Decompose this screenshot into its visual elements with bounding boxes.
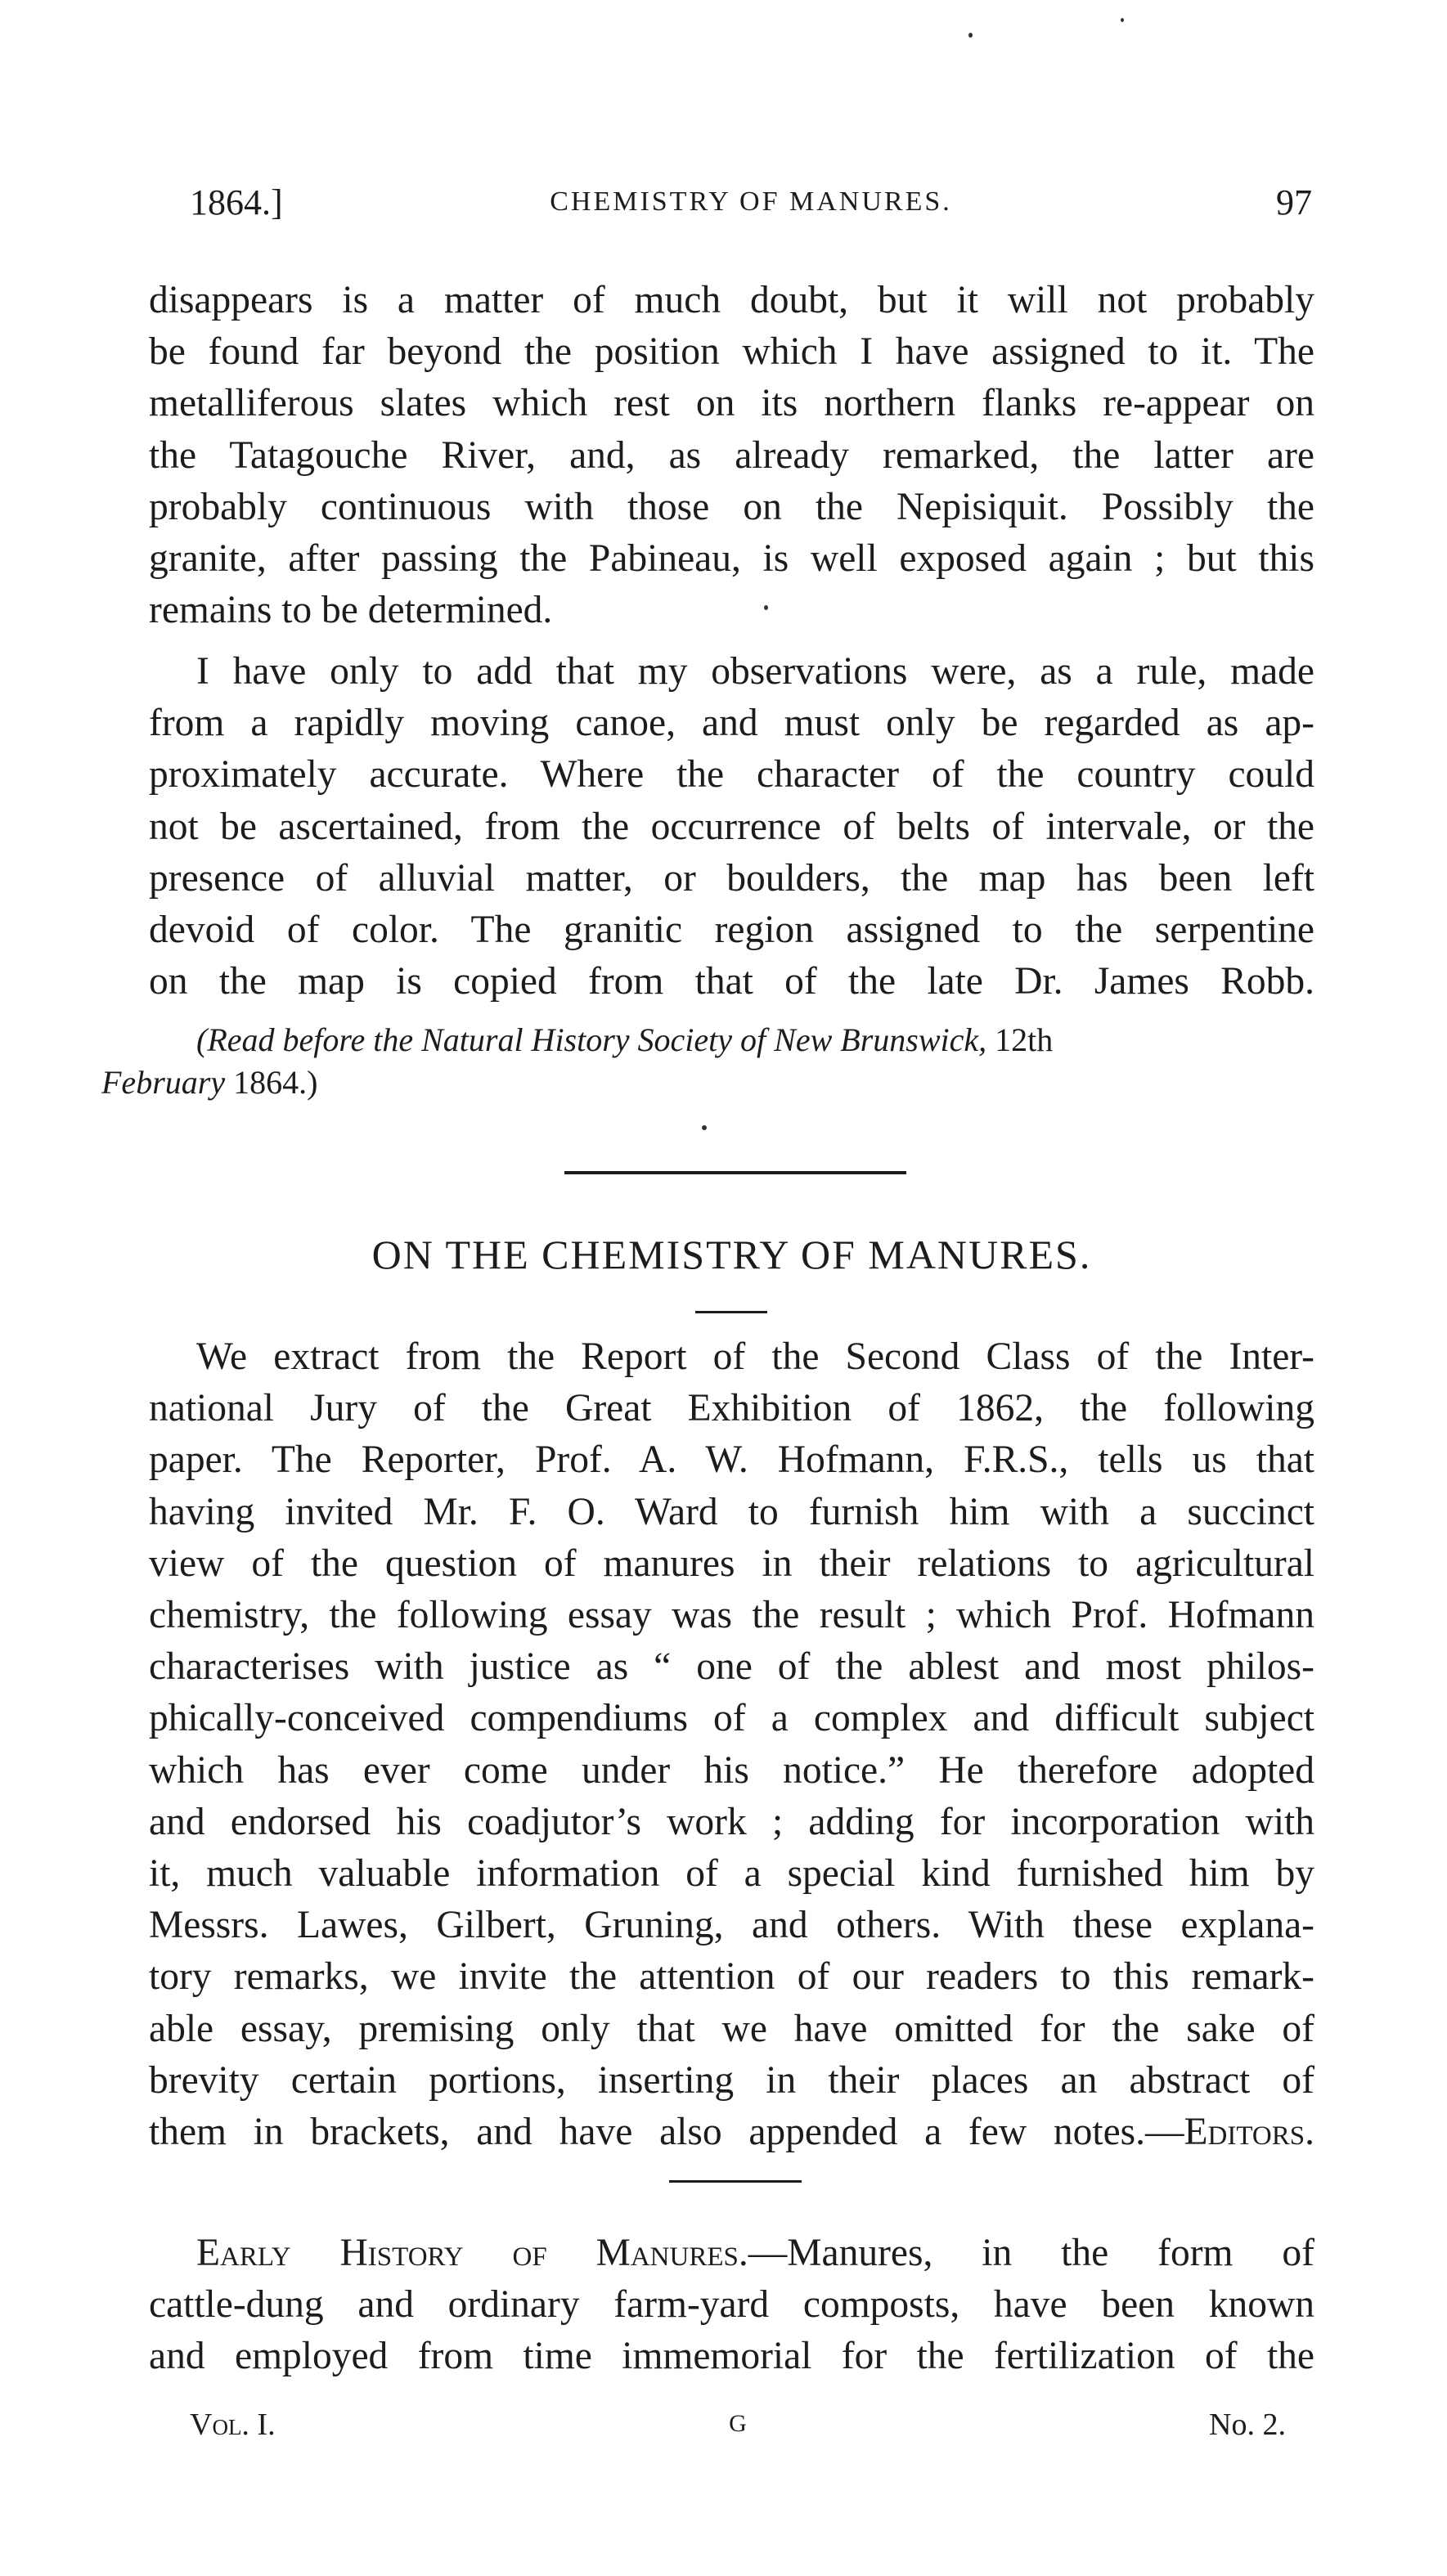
- text-line: characterises with justice as “ one of the ablest and most philos-: [149, 1645, 1314, 1689]
- text-line: able essay, premising only that we have omitted for the sake of: [149, 2007, 1314, 2050]
- editorial-introduction: [149, 1331, 1314, 2158]
- text-line: I have only to add that my observations were, as a rule, made: [196, 650, 1314, 693]
- text-line: and endorsed his coadjutor’s work ; adding for incorporation with: [149, 1800, 1314, 1843]
- volume-label: Vol. I.: [190, 2408, 276, 2442]
- ink-speck: [968, 33, 973, 38]
- text-line: cattle-dung and ordinary farm-yard composts, have been known: [149, 2283, 1314, 2327]
- issue-number: No. 2.: [1209, 2408, 1286, 2442]
- text-line: Messrs. Lawes, Gilbert, Gruning, and others. With these explana-: [149, 1904, 1314, 1947]
- citation-text: (Read before the Natural History Society of New Brunswick,: [196, 1021, 987, 1058]
- citation-month: February: [101, 1064, 226, 1101]
- text-line: chemistry, the following essay was the result ; which Prof. Hofmann: [149, 1594, 1314, 1637]
- text-line: Early History of Manures.—Manures, in the form of: [196, 2232, 1314, 2274]
- text-line: which has ever come under his notice.” He therefore adopted: [149, 1748, 1314, 1792]
- text-line: the Tatagouche River, and, as already remarked, the latter are: [149, 433, 1314, 477]
- text-line: phically-conceived compendiums of a complex and difficult subject: [149, 1697, 1314, 1740]
- text-line: and employed from time immemorial for the fertilization of the: [149, 2335, 1314, 2378]
- page-number: 97: [1276, 182, 1312, 222]
- text-line: We extract from the Report of the Second Class of the Inter-: [196, 1335, 1314, 1378]
- section-divider: [564, 1171, 906, 1174]
- previous-article-paragraph: [149, 275, 1314, 636]
- text-line: it, much valuable information of a special kind furnished him by: [149, 1852, 1314, 1896]
- text-line: on the map is copied from that of the late Dr. James Robb.: [149, 960, 1314, 1003]
- citation-date: 12th: [995, 1021, 1054, 1058]
- text-line: proximately accurate. Where the character of the country could: [149, 753, 1314, 797]
- page-footer: [190, 2407, 1286, 2448]
- text-line: probably continuous with those on the Nepisiquit. Possibly the: [149, 485, 1314, 528]
- text-line: be found far beyond the position which I have assigned to it. The: [149, 330, 1314, 374]
- running-head-title: CHEMISTRY OF MANURES.: [550, 186, 952, 217]
- text-line: tory remarks, we invite the attention of our readers to this remark-: [149, 1955, 1314, 1999]
- text-line: paper. The Reporter, Prof. A. W. Hofmann, F.R.S., tells us that: [149, 1438, 1314, 1482]
- running-head-year: 1864.]: [190, 182, 283, 222]
- text-line: not be ascertained, from the occurrence of belts of intervale, or the: [149, 805, 1314, 848]
- text-line: metalliferous slates which rest on its northern flanks re-appear on: [149, 382, 1314, 425]
- ink-speck: [702, 1125, 707, 1130]
- text-line: remains to be determined.: [149, 589, 553, 632]
- text-line: from a rapidly moving canoe, and must only be regarded as ap-: [149, 702, 1314, 745]
- text-line: having invited Mr. F. O. Ward to furnish him with a succinct: [149, 1490, 1314, 1533]
- citation-note: [101, 1019, 1314, 1104]
- section-divider-short: [669, 2180, 802, 2183]
- article-heading: ON THE CHEMISTRY OF MANURES.: [371, 1232, 1092, 1277]
- citation-year: 1864.): [233, 1064, 318, 1101]
- text-line: brevity certain portions, inserting in their places an abstract of: [149, 2058, 1314, 2102]
- text-line: presence of alluvial matter, or boulders, the map has been left: [149, 856, 1314, 900]
- running-head: [190, 182, 1312, 231]
- text-line: disappears is a matter of much doubt, but it will not probably: [149, 279, 1314, 321]
- signature-mark: G: [729, 2410, 747, 2437]
- text-line: devoid of color. The granitic region assigned to the serpentine: [149, 909, 1314, 952]
- text-line: national Jury of the Great Exhibition of 1862, the following: [149, 1387, 1314, 1430]
- text-line: granite, after passing the Pabineau, is well exposed again ; but this: [149, 537, 1314, 581]
- section-opening-paragraph: [149, 2228, 1314, 2383]
- text-line: view of the question of manures in their relations to agricultural: [149, 1542, 1314, 1585]
- text-line: them in brackets, and have also appended a few notes.—Editors.: [149, 2111, 1314, 2154]
- closing-paragraph: [149, 646, 1314, 1008]
- heading-underline: [695, 1311, 767, 1313]
- ink-speck: [1121, 18, 1124, 22]
